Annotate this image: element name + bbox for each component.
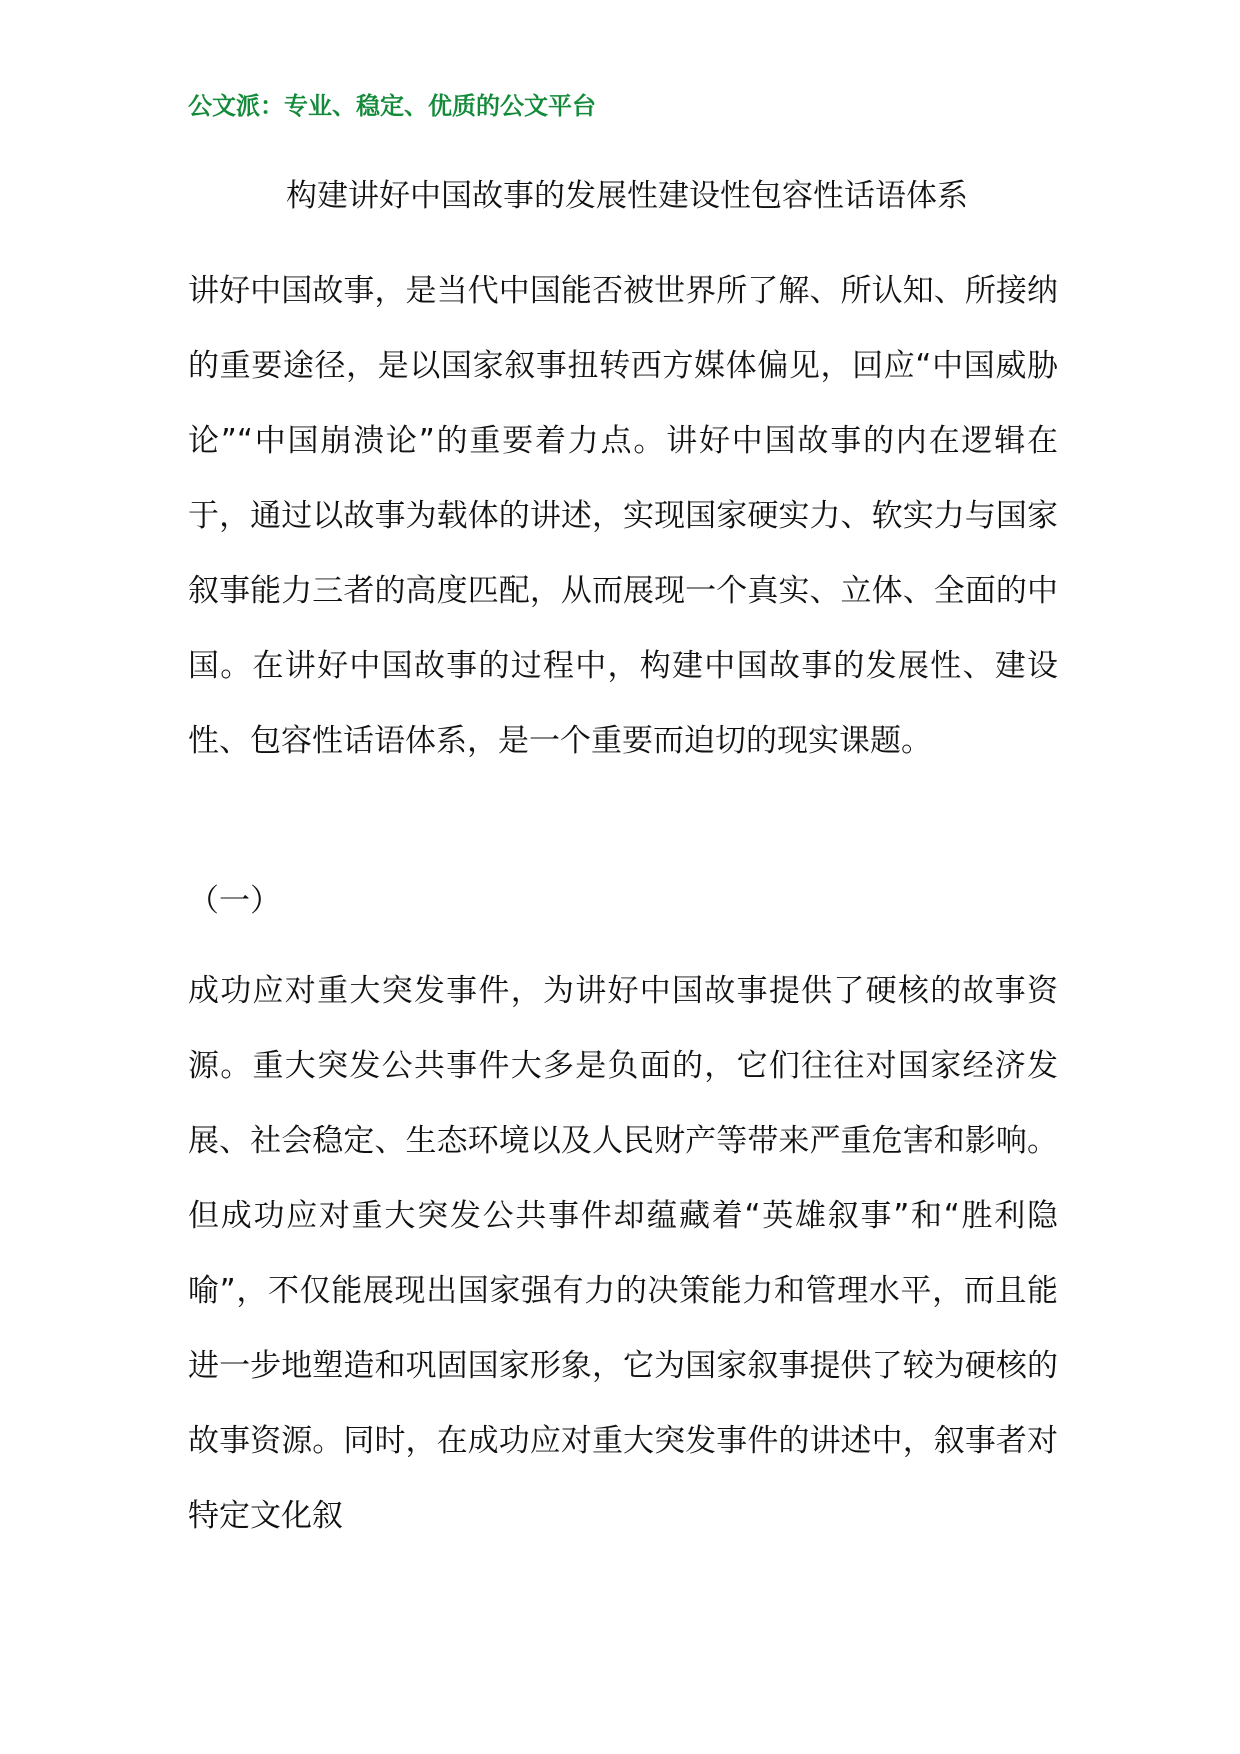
document-title: 构建讲好中国故事的发展性建设性包容性话语体系 [286, 178, 968, 214]
site-header-slogan: 公文派：专业、稳定、优质的公文平台 [188, 92, 596, 120]
paragraph-intro: 讲好中国故事，是当代中国能否被世界所了解、所认知、所接纳的重要途径，是以国家叙事扭转西方媒体偏见，回应“中国威胁论”“中国崩溃论”的重要着力点。讲好中国故事的内在逻辑在于，通过以故事为载体的讲述，实现国家硬实力、软实力与国家叙事能力三者的高度匹配，从而展现一个真实、立体、全面的中国。在讲好中国故事的过程中，构建中国故事的发展性、建设性、包容性话语体系，是一个重要而迫切的现实课题。 [188, 273, 1058, 759]
paragraph-section-one: 成功应对重大突发事件，为讲好中国故事提供了硬核的故事资源。重大突发公共事件大多是负面的，它们往往对国家经济发展、社会稳定、生态环境以及人民财产等带来严重危害和影响。但成功应对重大突发公共事件却蕴藏着“英雄叙事”和“胜利隐喻”，不仅能展现出国家强有力的决策能力和管理水平，而且能进一步地塑造和巩固国家形象，它为国家叙事提供了较为硬核的故事资源。同时，在成功应对重大突发事件的讲述中，叙事者对特定文化叙 [188, 973, 1058, 1534]
section-heading: （一） [188, 883, 281, 919]
